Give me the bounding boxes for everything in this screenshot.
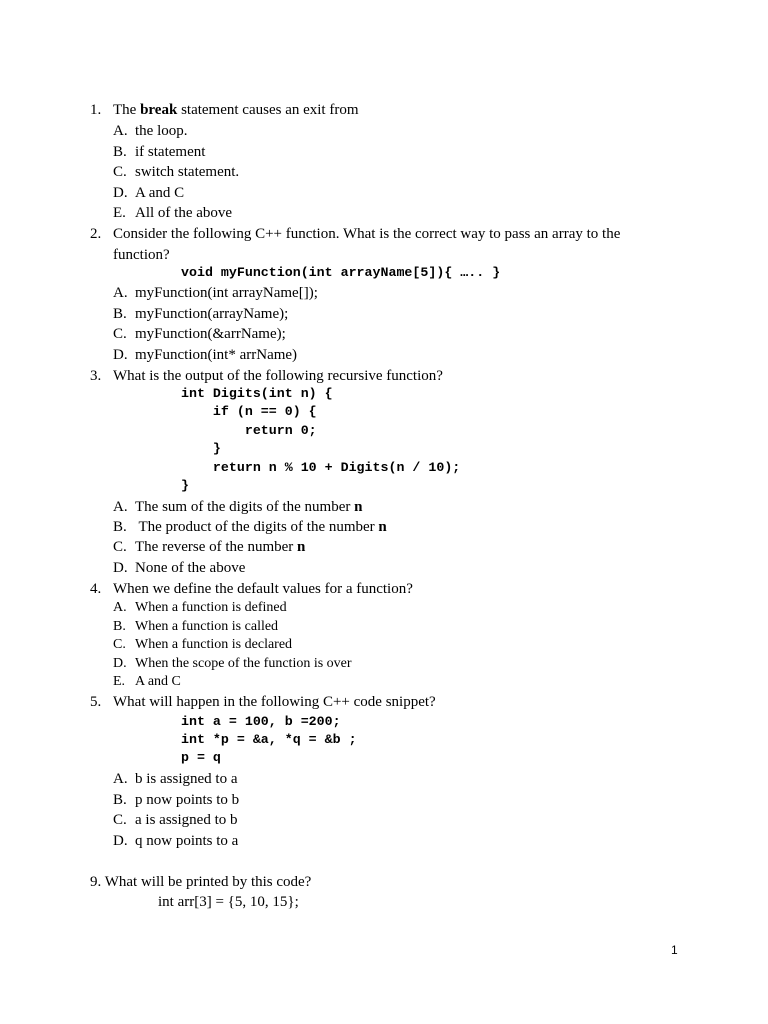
option-4d: D. When the scope of the function is over	[113, 656, 352, 671]
question-2	[90, 224, 620, 244]
question-5	[90, 692, 436, 712]
option-5b: B. p now points to b	[113, 792, 240, 808]
option-4c: C. When a function is declared	[113, 637, 293, 652]
code-line: int arr[3] = {5, 10, 15};	[158, 894, 299, 910]
code-line: void myFunction(int arrayName[5]){ ….. }	[181, 265, 501, 280]
option-5c: C. a is assigned to b	[113, 812, 238, 828]
question-text: Consider the following C++ function. What is the correct way to pass an array to the	[113, 226, 621, 242]
option-1c: C. switch statement.	[113, 164, 240, 180]
question-number: 2.	[90, 226, 102, 242]
option-3a: A. The sum of the digits of the number n	[113, 499, 363, 515]
question-3	[90, 366, 443, 386]
code-line: int a = 100, b =200;	[181, 714, 341, 729]
code-line: int *p = &a, *q = &b ;	[181, 732, 357, 747]
question-9: 9. What will be printed by this code?	[90, 874, 312, 890]
option-4b: B. When a function is called	[113, 619, 279, 634]
code-line: }	[181, 441, 221, 456]
option-5d: D. q now points to a	[113, 833, 239, 849]
question-number: 5.	[90, 694, 102, 710]
option-1a: A. the loop.	[113, 123, 188, 139]
option-5a: A. b is assigned to a	[113, 771, 238, 787]
option-1d: D. A and C	[113, 185, 185, 201]
option-2d: D. myFunction(int* arrName)	[113, 347, 298, 363]
code-line: }	[181, 478, 189, 493]
question-text: What is the output of the following recursive function?	[113, 368, 443, 384]
option-2a: A. myFunction(int arrayName[]);	[113, 285, 318, 301]
question-number: 3.	[90, 368, 102, 384]
option-3d: D. None of the above	[113, 560, 246, 576]
code-line: return 0;	[181, 423, 317, 438]
question-number: 4.	[90, 581, 102, 597]
code-line: int Digits(int n) {	[181, 386, 333, 401]
option-4e: E. A and C	[113, 674, 181, 689]
question-text: The break statement causes an exit from	[113, 102, 359, 118]
option-2b: B. myFunction(arrayName);	[113, 306, 289, 322]
question-4	[90, 579, 413, 599]
code-line: if (n == 0) {	[181, 404, 317, 419]
question-1	[90, 100, 359, 120]
option-1e: E. All of the above	[113, 205, 233, 221]
question-2-continuation: function?	[113, 247, 170, 263]
question-text: When we define the default values for a function?	[113, 581, 413, 597]
code-line: return n % 10 + Digits(n / 10);	[181, 460, 461, 475]
option-4a: A. When a function is defined	[113, 600, 287, 615]
option-3b: B. The product of the digits of the number n	[113, 519, 387, 535]
question-number: 1.	[90, 102, 102, 118]
question-text: What will happen in the following C++ code snippet?	[113, 694, 436, 710]
option-1b: B. if statement	[113, 144, 206, 160]
option-3c: C. The reverse of the number n	[113, 539, 306, 555]
option-2c: C. myFunction(&arrName);	[113, 326, 286, 342]
page-number: 1	[671, 943, 678, 957]
code-line: p = q	[181, 750, 221, 765]
